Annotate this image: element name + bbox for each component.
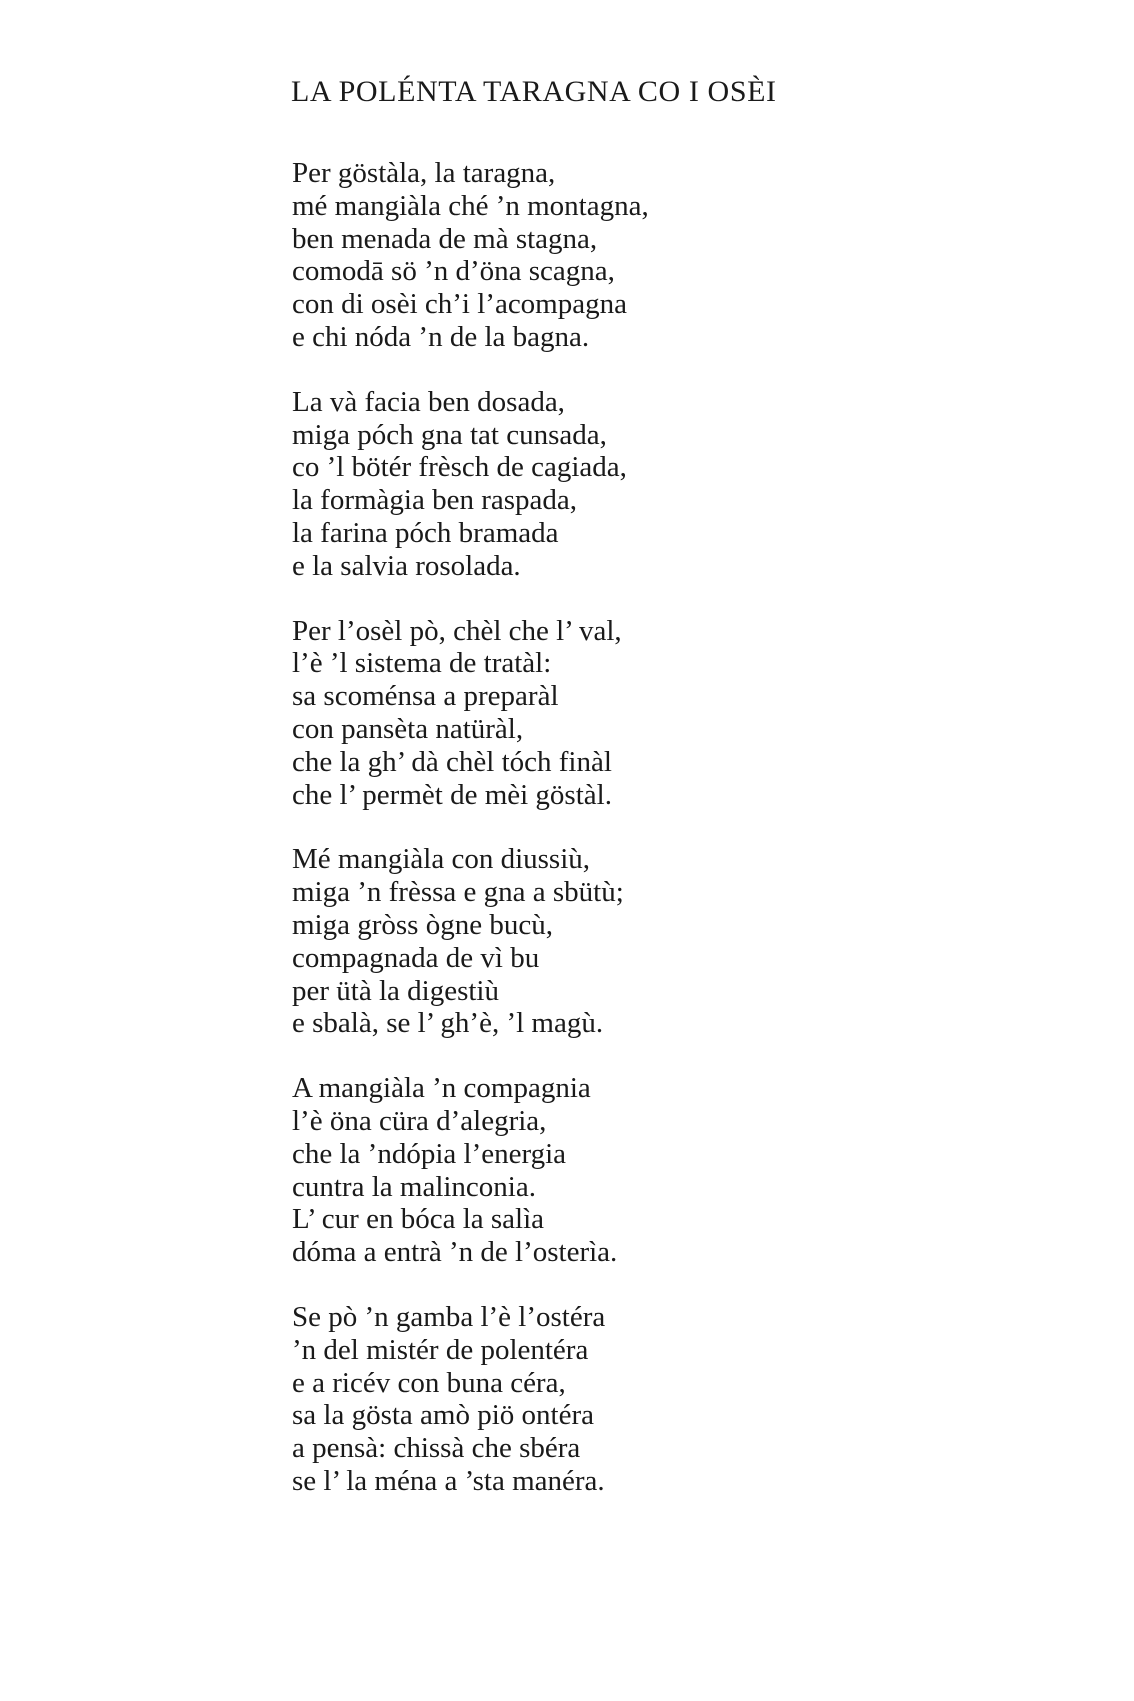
verse-line: che la gh’ dà chèl tóch finàl <box>292 745 612 778</box>
verse-line: miga gròss ògne bucù, <box>292 908 553 941</box>
stanza-1 <box>292 157 1092 354</box>
verse-line: comodā sö ’n d’öna scagna, <box>292 255 615 288</box>
verse-line: se l’ la ména a ’sta manéra. <box>292 1464 605 1497</box>
stanza-5 <box>292 1072 1092 1269</box>
verse-line: l’è öna cüra d’alegria, <box>292 1104 547 1137</box>
verse-line: Per l’osèl pò, chèl che l’ val, <box>292 614 622 647</box>
poem-title: LA POLÉNTA TARAGNA CO I OSÈI <box>291 75 777 108</box>
verse-line: mé mangiàla ché ’n montagna, <box>292 189 649 222</box>
verse-line: la formàgia ben raspada, <box>292 484 578 517</box>
stanza-4 <box>292 843 1092 1040</box>
verse-line: Se pò ’n gamba l’è l’ostéra <box>292 1300 606 1333</box>
verse-line: la farina póch bramada <box>292 516 559 549</box>
verse-line: Mé mangiàla con diussiù, <box>292 843 591 876</box>
stanza-3 <box>292 615 1092 812</box>
verse-line: e la salvia rosolada. <box>292 549 521 582</box>
verse-line: per ütà la digestiù <box>292 974 499 1007</box>
verse-line: L’ cur en bóca la salìa <box>292 1203 545 1236</box>
verse-line: con pansèta natüràl, <box>292 712 524 745</box>
verse-line: miga ’n frèssa e gna a sbütù; <box>292 876 624 909</box>
verse-line: sa la gösta amò piö ontéra <box>292 1399 594 1432</box>
verse-line: ben menada de mà stagna, <box>292 222 598 255</box>
verse-line: che l’ permèt de mèi göstàl. <box>292 778 612 811</box>
verse-line: A mangiàla ’n compagnia <box>292 1072 591 1105</box>
verse-line: a pensà: chissà che sbéra <box>292 1432 581 1465</box>
verse-line: compagnada de vì bu <box>292 941 540 974</box>
stanza-2 <box>292 386 1092 583</box>
verse-line: La và facia ben dosada, <box>292 385 565 418</box>
verse-line: e a ricév con buna céra, <box>292 1366 566 1399</box>
verse-line: co ’l bötér frèsch de cagiada, <box>292 451 627 484</box>
verse-line: e sbalà, se l’ gh’è, ’l magù. <box>292 1007 604 1040</box>
verse-line: miga póch gna tat cunsada, <box>292 418 607 451</box>
verse-line: Per göstàla, la taragna, <box>292 157 556 189</box>
verse-line: sa scoménsa a preparàl <box>292 680 559 713</box>
verse-line: con di osèi ch’i l’acompagna <box>292 288 627 321</box>
verse-line: che la ’ndópia l’energia <box>292 1137 567 1170</box>
verse-line: l’è ’l sistema de tratàl: <box>292 647 552 680</box>
verse-line: ’n del mistér de polentéra <box>292 1333 589 1366</box>
verse-line: cuntra la malinconia. <box>292 1170 536 1203</box>
verse-line: dóma a entrà ’n de l’osterìa. <box>292 1236 618 1269</box>
verse-line: e chi nóda ’n de la bagna. <box>292 320 590 353</box>
stanza-6 <box>292 1301 1092 1498</box>
poem-body <box>292 157 1092 1530</box>
